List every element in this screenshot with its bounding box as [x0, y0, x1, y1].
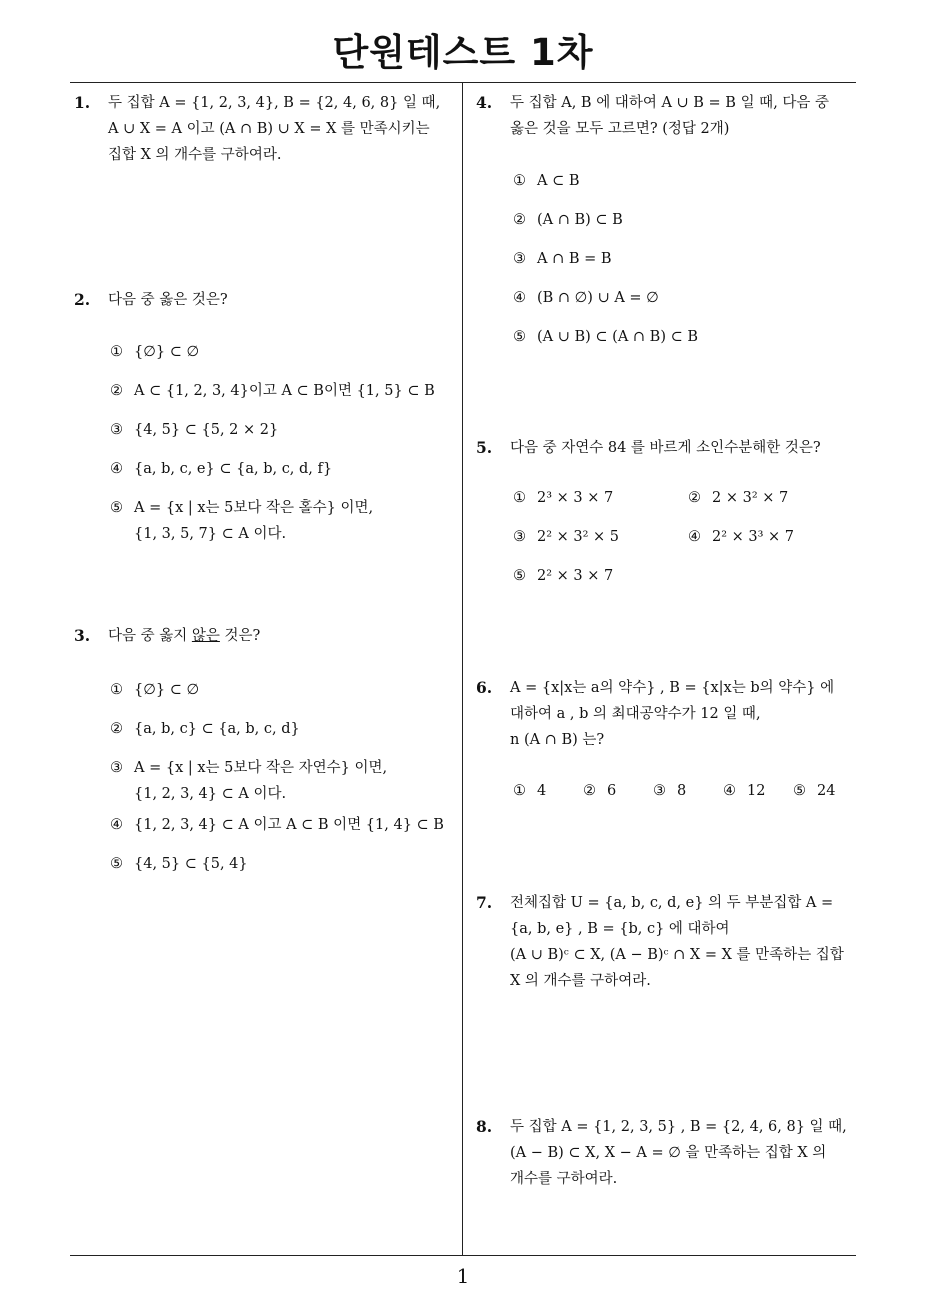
option-5	[110, 851, 248, 877]
option-text: {∅} ⊂ ∅	[134, 682, 200, 698]
option-4	[110, 812, 444, 838]
option-text: A ∩ B = B	[537, 251, 612, 267]
question-1	[74, 90, 456, 168]
option-4	[723, 778, 765, 804]
question-line: 전체집합 U = {a, b, c, d, e} 의 두 부분집합 A =	[510, 895, 834, 911]
question-8	[476, 1114, 858, 1192]
question-text	[108, 287, 456, 313]
option-text: A ⊂ B	[537, 173, 580, 189]
question-line: 옳은 것을 모두 고르면? (정답 2개)	[510, 121, 730, 137]
question-line: {a, b, e} , B = {b, c} 에 대하여	[510, 921, 730, 937]
page-number: 1	[456, 1264, 470, 1288]
option-text: (A ∩ B) ⊂ B	[537, 212, 623, 228]
option-mark: ②	[110, 721, 123, 737]
option-2	[110, 716, 300, 742]
question-line: (A ∪ B)ᶜ ⊂ X, (A − B)ᶜ ∩ X = X 를 만족하는 집합	[510, 947, 844, 963]
option-text: {4, 5} ⊂ {5, 2 × 2}	[134, 422, 279, 438]
option-mark: ②	[110, 383, 123, 399]
question-7	[476, 890, 858, 994]
option-text: 2² × 3² × 5	[537, 529, 620, 545]
option-text: 2³ × 3 × 7	[537, 490, 614, 506]
option-mark: ②	[583, 783, 596, 799]
question-text-after: 것은?	[219, 628, 261, 644]
question-number: 7.	[476, 893, 493, 912]
option-text: 24	[817, 783, 836, 799]
question-2	[74, 287, 456, 313]
option-mark: ④	[723, 783, 736, 799]
option-mark: ①	[110, 344, 123, 360]
question-line: 다음 중 옳은 것은?	[108, 292, 228, 308]
option-3	[110, 755, 456, 807]
question-number: 3.	[74, 626, 91, 645]
question-number: 1.	[74, 93, 91, 112]
option-mark: ①	[110, 682, 123, 698]
question-text	[510, 675, 858, 753]
option-text: 6	[607, 783, 617, 799]
option-mark: ④	[513, 290, 526, 306]
question-line: 두 집합 A, B 에 대하여 A ∪ B = B 일 때, 다음 중	[510, 95, 830, 111]
question-number: 2.	[74, 290, 91, 309]
question-line: X 의 개수를 구하여라.	[510, 973, 651, 989]
question-number: 8.	[476, 1117, 493, 1136]
question-line: 두 집합 A = {1, 2, 3, 5} , B = {2, 4, 6, 8} 일 때,	[510, 1119, 847, 1135]
question-line: A = {x|x는 a의 약수} , B = {x|x는 b의 약수} 에	[510, 680, 835, 696]
option-mark: ③	[110, 760, 123, 776]
question-text	[108, 623, 456, 649]
option-text: {∅} ⊂ ∅	[134, 344, 200, 360]
option-mark: ⑤	[110, 856, 123, 872]
column-divider	[462, 82, 463, 1256]
option-3	[513, 524, 619, 550]
option-text: {4, 5} ⊂ {5, 4}	[134, 856, 248, 872]
option-2	[583, 778, 616, 804]
header-rule	[70, 82, 856, 83]
option-text: 2² × 3³ × 7	[712, 529, 795, 545]
option-text: {a, b, c} ⊂ {a, b, c, d}	[134, 721, 300, 737]
option-1	[110, 339, 199, 365]
option-1	[513, 485, 613, 511]
question-line: n (A ∩ B) 는?	[510, 732, 605, 748]
option-mark: ⑤	[110, 500, 123, 516]
option-mark: ②	[513, 212, 526, 228]
option-text: (B ∩ ∅) ∪ A = ∅	[537, 290, 659, 306]
option-mark: ④	[110, 461, 123, 477]
question-text-underlined: 않은	[191, 628, 220, 644]
option-4	[110, 456, 332, 482]
question-3	[74, 623, 456, 649]
option-mark: ③	[110, 422, 123, 438]
option-4	[688, 524, 794, 550]
option-text: 8	[677, 783, 687, 799]
question-text	[108, 90, 456, 168]
page-title: 단원테스트 1차	[332, 31, 594, 74]
option-text: {1, 2, 3, 4} ⊂ A 이고 A ⊂ B 이면 {1, 4} ⊂ B	[134, 817, 444, 833]
footer-rule	[70, 1255, 856, 1256]
option-5	[110, 495, 456, 547]
option-text: A = {x | x는 5보다 작은 홀수} 이면,	[134, 500, 374, 516]
question-line: 집합 X 의 개수를 구하여라.	[108, 147, 282, 163]
question-6	[476, 675, 858, 753]
option-text-continued: {1, 3, 5, 7} ⊂ A 이다.	[134, 526, 287, 542]
option-2	[513, 207, 623, 233]
option-3	[653, 778, 686, 804]
question-line: 두 집합 A = {1, 2, 3, 4}, B = {2, 4, 6, 8} 일 때,	[108, 95, 441, 111]
option-mark: ③	[513, 251, 526, 267]
option-5	[513, 324, 698, 350]
option-mark: ①	[513, 490, 526, 506]
option-mark: ④	[110, 817, 123, 833]
option-text: 4	[537, 783, 547, 799]
option-text-continued: {1, 2, 3, 4} ⊂ A 이다.	[134, 786, 287, 802]
question-line: 다음 중 자연수 84 를 바르게 소인수분해한 것은?	[510, 440, 821, 456]
option-2	[110, 378, 435, 404]
option-5	[513, 563, 613, 589]
option-text: 2² × 3 × 7	[537, 568, 614, 584]
option-text: (A ∪ B) ⊂ (A ∩ B) ⊂ B	[537, 329, 699, 345]
option-mark: ⑤	[793, 783, 806, 799]
option-text: 2 × 3² × 7	[712, 490, 789, 506]
option-text: A ⊂ {1, 2, 3, 4}이고 A ⊂ B이면 {1, 5} ⊂ B	[134, 383, 435, 399]
question-number: 4.	[476, 93, 493, 112]
option-1	[513, 168, 580, 194]
question-text-before: 다음 중 옳지	[108, 628, 192, 644]
option-mark: ⑤	[513, 329, 526, 345]
option-1	[513, 778, 546, 804]
option-text: A = {x | x는 5보다 작은 자연수} 이면,	[134, 760, 388, 776]
question-text	[510, 435, 858, 461]
option-5	[793, 778, 835, 804]
option-mark: ③	[513, 529, 526, 545]
question-line: A ∪ X = A 이고 (A ∩ B) ∪ X = X 를 만족시키는	[108, 121, 430, 137]
option-text: 12	[747, 783, 766, 799]
question-number: 6.	[476, 678, 493, 697]
option-mark: ①	[513, 173, 526, 189]
option-mark: ⑤	[513, 568, 526, 584]
question-line: 개수를 구하여라.	[510, 1171, 618, 1187]
option-mark: ②	[688, 490, 701, 506]
option-2	[688, 485, 788, 511]
question-4	[476, 90, 858, 142]
question-text	[510, 1114, 858, 1192]
option-3	[513, 246, 612, 272]
question-line: (A − B) ⊂ X, X − A = ∅ 을 만족하는 집합 X 의	[510, 1145, 827, 1161]
option-4	[513, 285, 659, 311]
question-number: 5.	[476, 438, 493, 457]
option-text: {a, b, c, e} ⊂ {a, b, c, d, f}	[134, 461, 333, 477]
option-3	[110, 417, 278, 443]
question-text	[510, 90, 858, 142]
question-text	[510, 890, 858, 994]
option-mark: ①	[513, 783, 526, 799]
option-1	[110, 677, 199, 703]
option-mark: ④	[688, 529, 701, 545]
option-mark: ③	[653, 783, 666, 799]
question-5	[476, 435, 858, 461]
question-line: 대하여 a , b 의 최대공약수가 12 일 때,	[510, 706, 761, 722]
